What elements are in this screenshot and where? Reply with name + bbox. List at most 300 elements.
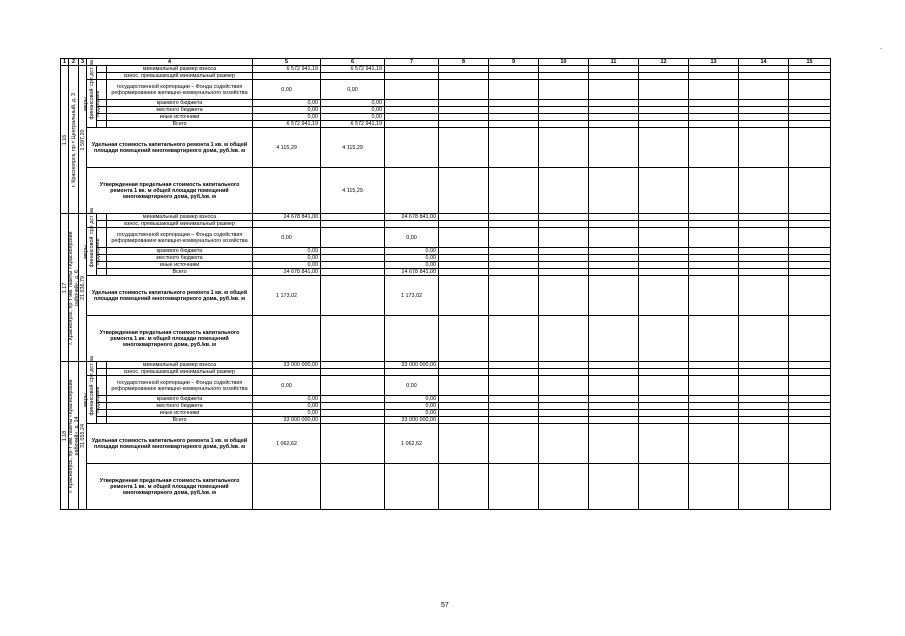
table-row <box>61 121 831 128</box>
value-cell <box>321 276 385 316</box>
table-row <box>61 464 831 510</box>
empty-cell <box>689 221 739 228</box>
empty-cell <box>489 214 539 221</box>
value-cell <box>321 410 385 417</box>
row-label: краевого бюджета <box>107 396 253 403</box>
value-cell: 0,00 <box>385 248 439 255</box>
empty-cell <box>739 221 789 228</box>
empty-cell <box>539 248 589 255</box>
empty-cell <box>385 221 439 228</box>
table-row <box>61 262 831 269</box>
empty-cell <box>639 464 689 510</box>
empty-cell <box>639 128 689 168</box>
value-cell <box>321 262 385 269</box>
empty-cell <box>539 269 589 276</box>
header-cell: 13 <box>689 59 739 66</box>
value-cell <box>321 228 385 248</box>
empty-cell <box>439 128 489 168</box>
table-row <box>61 73 831 80</box>
value-cell: 0,00 <box>253 255 321 262</box>
empty-cell <box>639 73 689 80</box>
empty-cell <box>689 369 739 376</box>
empty-cell <box>539 276 589 316</box>
empty-cell <box>539 417 589 424</box>
empty-cell <box>639 424 689 464</box>
value-cell: 33 000 000,00 <box>385 362 439 369</box>
address-cell <box>69 214 79 362</box>
empty-cell <box>589 269 639 276</box>
empty-cell <box>589 214 639 221</box>
value-cell: 0,00 <box>253 114 321 121</box>
row-number-cell <box>61 66 69 214</box>
empty-cell <box>789 168 831 214</box>
empty-cell <box>539 424 589 464</box>
empty-cell <box>789 464 831 510</box>
empty-cell <box>439 464 489 510</box>
empty-cell <box>589 410 639 417</box>
table-row <box>61 396 831 403</box>
empty-cell <box>639 376 689 396</box>
header-cell: 3 <box>79 59 87 66</box>
row-label: Утвержденная предельная стоимость капитального ремонта 1 кв. м общей площади помещений многоквартирного дома, руб./кв. м <box>87 168 253 214</box>
table-row <box>61 80 831 100</box>
empty-cell <box>739 417 789 424</box>
empty-cell <box>539 376 589 396</box>
header-cell: 7 <box>385 59 439 66</box>
row-label: краевого бюджета <box>107 100 253 107</box>
address-cell <box>69 362 79 510</box>
empty-cell <box>639 396 689 403</box>
empty-cell <box>789 376 831 396</box>
empty-cell <box>739 362 789 369</box>
empty-cell <box>689 168 739 214</box>
empty-cell <box>539 316 589 362</box>
empty-cell <box>589 376 639 396</box>
empty-cell <box>589 221 639 228</box>
empty-cell <box>739 114 789 121</box>
value-cell: 24 678 841,00 <box>253 214 321 221</box>
empty-cell <box>439 403 489 410</box>
table-row <box>61 100 831 107</box>
value-cell: 6 572 941,19 <box>253 66 321 73</box>
table-row <box>61 417 831 424</box>
value-cell <box>321 403 385 410</box>
empty-cell <box>639 316 689 362</box>
table-row <box>61 66 831 73</box>
empty-cell <box>489 424 539 464</box>
header-row <box>61 59 831 66</box>
empty-cell <box>739 121 789 128</box>
empty-cell <box>589 362 639 369</box>
empty-cell <box>689 66 739 73</box>
empty-cell <box>439 228 489 248</box>
total-area: 31 055,24 <box>79 423 86 448</box>
empty-cell <box>739 369 789 376</box>
empty-cell <box>489 168 539 214</box>
empty-cell <box>789 228 831 248</box>
empty-cell <box>439 221 489 228</box>
table-row <box>61 248 831 255</box>
empty-cell <box>589 276 639 316</box>
empty-cell <box>385 369 439 376</box>
value-cell: 33 000 000,00 <box>253 417 321 424</box>
empty-cell <box>689 128 739 168</box>
total-area: 21 036,79 <box>79 275 86 300</box>
header-cell: 1 <box>61 59 69 66</box>
empty-cell <box>253 221 321 228</box>
value-cell <box>321 464 385 510</box>
empty-cell <box>589 121 639 128</box>
empty-cell <box>789 369 831 376</box>
empty-cell <box>689 100 739 107</box>
empty-cell <box>689 316 739 362</box>
row-number: 1.18 <box>61 430 68 441</box>
value-cell <box>253 464 321 510</box>
table-row <box>61 107 831 114</box>
value-cell: 0,00 <box>321 114 385 121</box>
empty-cell <box>689 248 739 255</box>
empty-cell <box>789 248 831 255</box>
value-cell: 4 115,29 <box>321 128 385 168</box>
value-cell <box>385 107 439 114</box>
empty-cell <box>489 410 539 417</box>
source-label-cell <box>87 207 97 234</box>
value-cell <box>385 128 439 168</box>
empty-cell <box>539 80 589 100</box>
empty-cell <box>589 66 639 73</box>
sources-label: сре дст ва <box>88 355 95 382</box>
value-cell: 0,00 <box>253 248 321 255</box>
empty-cell <box>439 80 489 100</box>
value-cell <box>385 66 439 73</box>
value-cell <box>253 168 321 214</box>
empty-cell <box>439 376 489 396</box>
row-label: государственной корпорации – Фонда содействия реформированию жилищно-коммунального хозяйства <box>107 80 253 100</box>
empty-cell <box>489 114 539 121</box>
row-label: Утвержденная предельная стоимость капитального ремонта 1 кв. м общей площади помещений многоквартирного дома, руб./кв. м <box>87 464 253 510</box>
empty-cell <box>739 262 789 269</box>
value-cell: 4 115,29 <box>321 168 385 214</box>
value-cell: 0,00 <box>385 262 439 269</box>
value-cell <box>321 417 385 424</box>
empty-cell <box>589 114 639 121</box>
empty-cell <box>789 80 831 100</box>
empty-cell <box>439 107 489 114</box>
value-cell <box>385 114 439 121</box>
empty-cell <box>639 100 689 107</box>
value-cell: 0,00 <box>385 376 439 396</box>
empty-cell <box>789 362 831 369</box>
empty-cell <box>489 66 539 73</box>
empty-cell <box>439 269 489 276</box>
empty-cell <box>489 221 539 228</box>
empty-cell <box>739 66 789 73</box>
empty-cell <box>489 73 539 80</box>
value-cell: 6 572 941,19 <box>253 121 321 128</box>
empty-cell <box>539 221 589 228</box>
empty-cell <box>789 403 831 410</box>
table-row <box>61 255 831 262</box>
empty-cell <box>639 107 689 114</box>
empty-cell <box>539 66 589 73</box>
empty-cell <box>689 114 739 121</box>
row-label: Удельная стоимость капитального ремонта 1 кв. м общей площади помещений многоквартирного дома, руб./кв. м <box>87 128 253 168</box>
empty-cell <box>321 73 385 80</box>
empty-cell <box>639 417 689 424</box>
row-label: Удельная стоимость капитального ремонта 1 кв. м общей площади помещений многоквартирного дома, руб./кв. м <box>87 424 253 464</box>
value-cell <box>321 362 385 369</box>
empty-cell <box>489 276 539 316</box>
value-cell: 0,00 <box>253 262 321 269</box>
empty-cell <box>489 128 539 168</box>
empty-cell <box>489 376 539 396</box>
empty-cell <box>439 248 489 255</box>
row-label: государственной корпорации – Фонда содействия реформированию жилищно-коммунального хозяйства <box>107 228 253 248</box>
value-cell <box>253 316 321 362</box>
house-address: г. Красноярск, пр-т им. газеты «Красноярский рабочий», д. 6 <box>67 230 80 345</box>
header-cell: 11 <box>589 59 639 66</box>
row-label: минимальный размер взноса <box>107 66 253 73</box>
empty-cell <box>689 269 739 276</box>
empty-cell <box>739 276 789 316</box>
empty-cell <box>539 396 589 403</box>
empty-cell <box>689 73 739 80</box>
empty-cell <box>639 80 689 100</box>
row-label: государственной корпорации – Фонда содействия реформированию жилищно-коммунального хозяйства <box>107 376 253 396</box>
value-cell: 0,00 <box>385 228 439 248</box>
empty-cell <box>639 66 689 73</box>
value-cell: 1 062,62 <box>253 424 321 464</box>
empty-cell <box>539 73 589 80</box>
empty-cell <box>439 100 489 107</box>
table-row <box>61 221 831 228</box>
value-cell: 1 173,02 <box>253 276 321 316</box>
row-number: 1.17 <box>61 282 68 293</box>
value-cell <box>385 100 439 107</box>
empty-cell <box>589 248 639 255</box>
empty-cell <box>789 114 831 121</box>
header-cell: 12 <box>639 59 689 66</box>
empty-cell <box>489 228 539 248</box>
empty-cell <box>539 107 589 114</box>
empty-cell <box>739 80 789 100</box>
empty-cell <box>539 369 589 376</box>
empty-cell <box>789 262 831 269</box>
empty-cell <box>97 214 107 221</box>
support-measures-label: меры финансовой поддержки <box>82 384 101 415</box>
value-cell: 0,00 <box>253 100 321 107</box>
empty-cell <box>589 168 639 214</box>
empty-cell <box>439 396 489 403</box>
row-label: иные источники <box>107 114 253 121</box>
empty-cell <box>639 276 689 316</box>
empty-cell <box>539 168 589 214</box>
row-label: местного бюджета <box>107 107 253 114</box>
empty-cell <box>689 262 739 269</box>
empty-cell <box>739 228 789 248</box>
value-cell: 4 115,29 <box>253 128 321 168</box>
row-label: взнос, превышающий минимальный размер <box>107 369 253 376</box>
empty-cell <box>489 255 539 262</box>
value-cell: 6 572 941,19 <box>321 66 385 73</box>
empty-cell <box>789 100 831 107</box>
support-measures-label: меры финансовой поддержки <box>82 88 101 119</box>
empty-cell <box>97 66 107 73</box>
empty-cell <box>589 417 639 424</box>
support-measures-label: меры финансовой поддержки <box>82 236 101 267</box>
value-cell <box>385 316 439 362</box>
empty-cell <box>589 228 639 248</box>
row-label: местного бюджета <box>107 255 253 262</box>
table-row <box>61 269 831 276</box>
empty-cell <box>739 107 789 114</box>
empty-cell <box>739 248 789 255</box>
header-cell: 14 <box>739 59 789 66</box>
empty-cell <box>439 417 489 424</box>
value-cell: 24 678 841,00 <box>385 214 439 221</box>
empty-cell <box>489 369 539 376</box>
table-row <box>61 403 831 410</box>
row-label: минимальный размер взноса <box>107 214 253 221</box>
empty-cell <box>589 396 639 403</box>
empty-cell <box>789 221 831 228</box>
value-cell: 0,00 <box>253 410 321 417</box>
row-label: краевого бюджета <box>107 248 253 255</box>
empty-cell <box>539 228 589 248</box>
house-address: г. Красноярск, пр-т Центральный, д. 3 <box>70 92 77 187</box>
empty-cell <box>639 214 689 221</box>
empty-cell <box>689 121 739 128</box>
empty-cell <box>689 424 739 464</box>
empty-cell <box>639 221 689 228</box>
support-label-cell <box>82 376 101 424</box>
table-row <box>61 114 831 121</box>
empty-cell <box>489 316 539 362</box>
header-cell: 5 <box>253 59 321 66</box>
empty-cell <box>639 362 689 369</box>
empty-cell <box>539 255 589 262</box>
empty-cell <box>253 73 321 80</box>
empty-cell <box>539 100 589 107</box>
table-row <box>61 376 831 396</box>
address-cell <box>69 66 79 214</box>
empty-cell <box>539 362 589 369</box>
empty-cell <box>439 276 489 316</box>
empty-cell <box>539 128 589 168</box>
empty-cell <box>439 114 489 121</box>
empty-cell <box>639 403 689 410</box>
row-label: Всего <box>107 121 253 128</box>
value-cell: 0,00 <box>321 80 385 100</box>
empty-cell <box>589 316 639 362</box>
header-cell: 10 <box>539 59 589 66</box>
empty-cell <box>689 403 739 410</box>
table-row <box>61 168 831 214</box>
empty-cell <box>639 168 689 214</box>
header-cell: 9 <box>489 59 539 66</box>
value-cell <box>321 396 385 403</box>
empty-cell <box>97 221 107 228</box>
empty-cell <box>439 362 489 369</box>
empty-cell <box>689 276 739 316</box>
empty-cell <box>739 269 789 276</box>
empty-cell <box>321 221 385 228</box>
empty-cell <box>253 369 321 376</box>
value-cell: 0,00 <box>253 107 321 114</box>
empty-cell <box>489 417 539 424</box>
empty-cell <box>639 369 689 376</box>
table-row <box>61 228 831 248</box>
empty-cell <box>639 269 689 276</box>
empty-cell <box>689 376 739 396</box>
empty-cell <box>789 269 831 276</box>
value-cell <box>321 255 385 262</box>
row-label: Утвержденная предельная стоимость капитального ремонта 1 кв. м общей площади помещений многоквартирного дома, руб./кв. м <box>87 316 253 362</box>
empty-cell <box>439 369 489 376</box>
table-row <box>61 214 831 221</box>
table-row <box>61 424 831 464</box>
row-label: минимальный размер взноса <box>107 362 253 369</box>
empty-cell <box>739 376 789 396</box>
empty-cell <box>589 73 639 80</box>
value-cell <box>321 424 385 464</box>
table-row <box>61 128 831 168</box>
header-cell: 2 <box>69 59 79 66</box>
empty-cell <box>639 410 689 417</box>
value-cell: 1 173,02 <box>385 276 439 316</box>
row-number: 1.16 <box>61 134 68 145</box>
empty-cell <box>789 73 831 80</box>
empty-cell <box>739 464 789 510</box>
empty-cell <box>689 214 739 221</box>
empty-cell <box>489 403 539 410</box>
empty-cell <box>789 121 831 128</box>
empty-cell <box>739 316 789 362</box>
table-row <box>61 410 831 417</box>
value-cell: 24 678 841,00 <box>253 269 321 276</box>
empty-cell <box>739 168 789 214</box>
value-cell: 0,00 <box>253 396 321 403</box>
empty-cell <box>639 248 689 255</box>
empty-cell <box>689 362 739 369</box>
empty-cell <box>789 396 831 403</box>
empty-cell <box>739 255 789 262</box>
empty-cell <box>589 255 639 262</box>
empty-cell <box>589 262 639 269</box>
total-area: 1 597,20 <box>79 129 86 150</box>
sources-label: сре дст ва <box>88 207 95 234</box>
value-cell <box>385 80 439 100</box>
empty-cell <box>639 121 689 128</box>
empty-cell <box>439 316 489 362</box>
empty-cell <box>489 269 539 276</box>
empty-cell <box>539 262 589 269</box>
value-cell <box>385 464 439 510</box>
empty-cell <box>689 228 739 248</box>
empty-cell <box>639 228 689 248</box>
empty-cell <box>489 262 539 269</box>
capital-repair-table <box>60 58 831 510</box>
empty-cell <box>589 424 639 464</box>
empty-cell <box>439 424 489 464</box>
empty-cell <box>439 168 489 214</box>
empty-cell <box>739 424 789 464</box>
source-label-cell <box>87 59 97 86</box>
empty-cell <box>97 369 107 376</box>
empty-cell <box>439 255 489 262</box>
empty-cell <box>789 424 831 464</box>
row-label: Удельная стоимость капитального ремонта 1 кв. м общей площади помещений многоквартирного дома, руб./кв. м <box>87 276 253 316</box>
